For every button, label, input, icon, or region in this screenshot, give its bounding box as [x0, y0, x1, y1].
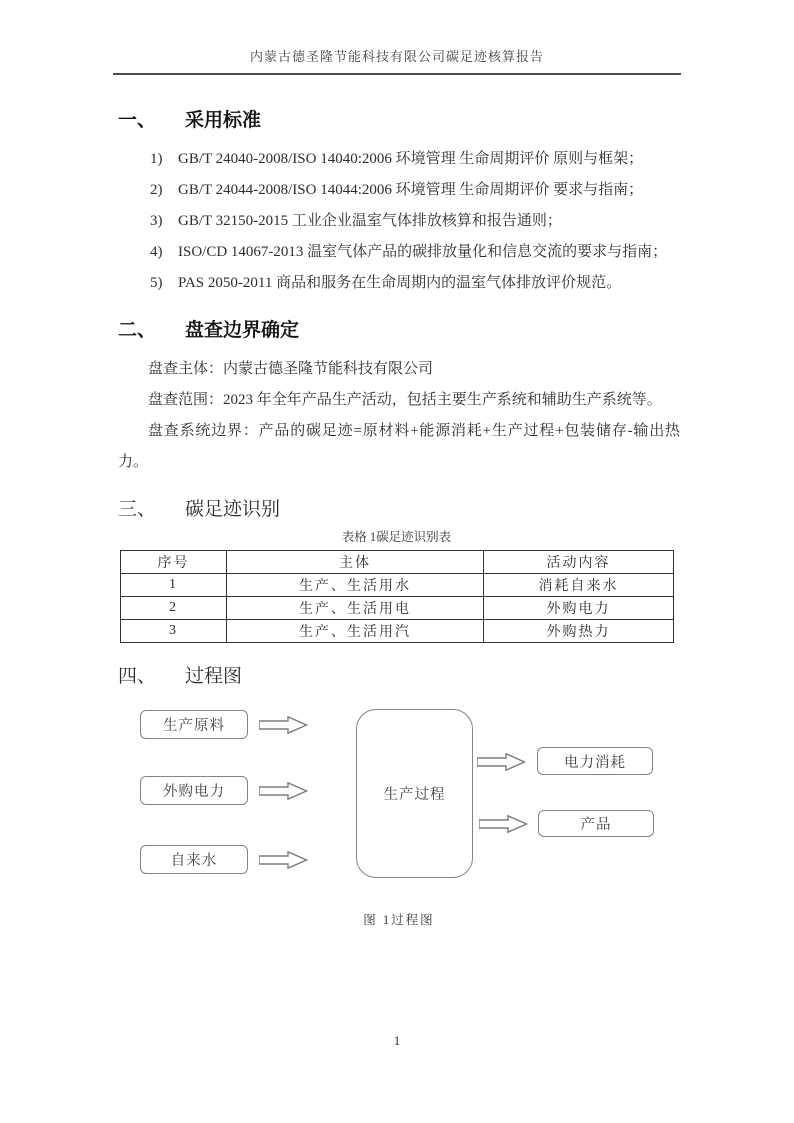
list-item-marker: 3): [150, 213, 163, 229]
section-heading-process: [118, 661, 680, 688]
diagram-node-label: 自来水: [170, 853, 218, 869]
cell-index: 1: [121, 574, 227, 597]
section-number: 四、: [118, 666, 157, 687]
section-heading-boundary: [118, 315, 680, 342]
diagram-node-label: 外购电力: [163, 784, 225, 800]
cell-index: 2: [121, 597, 227, 620]
list-item-text: GB/T 24040-2008/ISO 14040:2006 环境管理 生命周期评价 原则与框架；: [178, 151, 644, 167]
list-item-marker: 2): [150, 182, 163, 198]
cell-index: 3: [121, 620, 227, 643]
document-body: [118, 105, 680, 928]
list-item-text: GB/T 32150-2015 工业企业温室气体排放核算和报告通则；: [178, 213, 562, 229]
section-number: 二、: [118, 320, 157, 341]
section-number: 一、: [118, 110, 157, 131]
list-item-text: ISO/CD 14067-2013 温室气体产品的碳排放量化和信息交流的要求与指南；: [178, 244, 668, 260]
footprint-identification-table: [120, 550, 674, 643]
diagram-node-production-process: [356, 709, 473, 878]
diagram-node-purchased-electricity: [140, 776, 248, 805]
section-title: 过程图: [185, 666, 243, 687]
column-header-index: 序号: [121, 551, 227, 574]
process-flow-diagram: [118, 696, 680, 892]
section-title: 盘查边界确定: [185, 320, 300, 341]
cell-activity: 外购电力: [484, 597, 674, 620]
flow-arrow-icon: [259, 716, 308, 734]
page-number: 1: [393, 1033, 401, 1048]
column-header-activity: 活动内容: [484, 551, 674, 574]
section-title: 采用标准: [185, 110, 262, 131]
list-item: [150, 237, 680, 268]
cell-subject: 生产、生活用水: [227, 574, 484, 597]
list-item: [150, 206, 680, 237]
diagram-node-product: [538, 810, 654, 837]
diagram-node-label: 生产原料: [163, 718, 225, 734]
cell-activity: 外购热力: [484, 620, 674, 643]
diagram-node-label: 电力消耗: [564, 754, 626, 771]
list-item-text: GB/T 24044-2008/ISO 14044:2006 环境管理 生命周期评价 要求与指南；: [178, 182, 644, 198]
cell-subject: 生产、生活用汽: [227, 620, 484, 643]
diagram-node-label: 产品: [580, 817, 612, 833]
column-header-subject: 主体: [227, 551, 484, 574]
diagram-node-raw-materials: [140, 710, 248, 739]
diagram-node-electricity-consumption: [537, 747, 653, 775]
list-item-text: PAS 2050-2011 商品和服务在生命周期内的温室气体排放评价规范。: [178, 275, 622, 291]
flow-arrow-icon: [479, 815, 528, 833]
table-row: [121, 597, 674, 620]
section-heading-identification: [118, 494, 680, 521]
paragraph-inventory-subject: 盘查主体：内蒙古德圣隆节能科技有限公司: [148, 361, 434, 377]
standards-list: [150, 144, 680, 299]
cell-subject: 生产、生活用电: [227, 597, 484, 620]
list-item-marker: 1): [150, 151, 163, 167]
section-title: 碳足迹识别: [185, 499, 281, 520]
table-caption: 表格 1碳足迹识别表: [341, 530, 452, 544]
figure-caption: 图 1过程图: [363, 913, 435, 927]
flow-arrow-icon: [259, 782, 308, 800]
list-item: [150, 175, 680, 206]
diagram-node-label: 生产过程: [383, 787, 446, 803]
paragraph-inventory-scope: 盘查范围：2023 年全年产品生产活动，包括主要生产系统和辅助生产系统等。: [148, 392, 662, 408]
table-row: [121, 620, 674, 643]
table-row: [121, 574, 674, 597]
section-heading-standards: [118, 105, 680, 132]
running-header-title: 内蒙古德圣隆节能科技有限公司碳足迹核算报告: [249, 49, 544, 64]
list-item-marker: 4): [150, 244, 163, 260]
diagram-node-tap-water: [140, 845, 248, 874]
flow-arrow-icon: [477, 753, 526, 771]
list-item: [150, 144, 680, 175]
paragraph-system-boundary: 盘查系统边界：产品的碳足迹=原材料+能源消耗+生产过程+包装储存-输出热力。: [118, 423, 680, 470]
cell-activity: 消耗自来水: [484, 574, 674, 597]
section-number: 三、: [118, 499, 157, 520]
running-header: [113, 0, 681, 75]
list-item: [150, 268, 680, 299]
list-item-marker: 5): [150, 275, 163, 291]
flow-arrow-icon: [259, 851, 308, 869]
table-header-row: [121, 551, 674, 574]
